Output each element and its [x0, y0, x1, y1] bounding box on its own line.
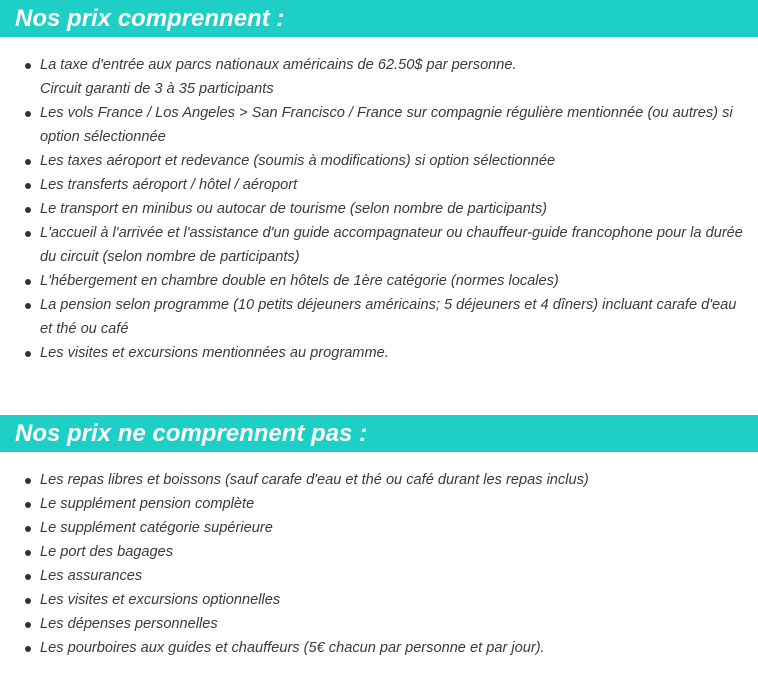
list-item — [0, 341, 758, 365]
bullet-icon — [25, 502, 31, 508]
list-item-text: Le transport en minibus ou autocar de tourisme (selon nombre de participants) — [40, 201, 547, 217]
bullet-icon — [25, 622, 31, 628]
list-item-text: Les visites et excursions optionnelles — [40, 592, 281, 608]
list-item — [0, 588, 758, 612]
list-item-text: Les repas libres et boissons (sauf carafe d'eau et thé ou café durant les repas inclus) — [40, 472, 589, 488]
excluded-section-title: Nos prix ne comprennent pas : — [0, 415, 758, 452]
bullet-icon — [25, 303, 31, 309]
list-item — [0, 173, 758, 197]
list-item-text: Les dépenses personnelles — [40, 616, 218, 632]
list-item — [0, 612, 758, 636]
list-item — [0, 197, 758, 221]
bullet-icon — [25, 574, 31, 580]
list-item — [0, 468, 758, 492]
bullet-icon — [25, 478, 31, 484]
bullet-icon — [25, 111, 31, 117]
list-item — [0, 516, 758, 540]
list-item-subtext: Circuit garanti de 3 à 35 participants — [40, 81, 274, 97]
bullet-icon — [25, 183, 31, 189]
list-item-text: La pension selon programme (10 petits déjeuners américains; 5 déjeuners et 4 dîners) incluant carafe d'eau et thé ou café — [40, 297, 737, 337]
bullet-icon — [25, 550, 31, 556]
bullet-icon — [25, 207, 31, 213]
list-item — [0, 564, 758, 588]
list-item-text: Le supplément pension complète — [40, 496, 255, 512]
included-list — [0, 53, 758, 365]
bullet-icon — [25, 526, 31, 532]
list-item-text: Les assurances — [40, 568, 143, 584]
bullet-icon — [25, 279, 31, 285]
included-section-title: Nos prix comprennent : — [0, 0, 758, 37]
excluded-list — [0, 468, 758, 660]
list-item-text: Le supplément catégorie supérieure — [40, 520, 273, 536]
list-item-text: L'accueil à l'arrivée et l'assistance d'un guide accompagnateur ou chauffeur-guide francophone pour la durée du circuit (selon nombre de participants) — [40, 225, 743, 265]
list-item — [0, 101, 758, 149]
bullet-icon — [25, 598, 31, 604]
list-item-text: Les visites et excursions mentionnées au programme. — [40, 345, 389, 361]
list-item-text: Les transferts aéroport / hôtel / aéroport — [40, 177, 298, 193]
list-item-text: Les pourboires aux guides et chauffeurs (5€ chacun par personne et par jour). — [40, 640, 545, 656]
list-item — [0, 492, 758, 516]
list-item — [0, 53, 758, 101]
bullet-icon — [25, 159, 31, 165]
list-item — [0, 540, 758, 564]
list-item — [0, 293, 758, 341]
bullet-icon — [25, 231, 31, 237]
bullet-icon — [25, 646, 31, 652]
list-item — [0, 269, 758, 293]
list-item-text: Les taxes aéroport et redevance (soumis à modifications) si option sélectionnée — [40, 153, 556, 169]
list-item-text: Le port des bagages — [40, 544, 174, 560]
list-item — [0, 221, 758, 269]
bullet-icon — [25, 63, 31, 69]
list-item — [0, 636, 758, 660]
list-item-text: Les vols France / Los Angeles > San Francisco / France sur compagnie régulière mentionnée (ou autres) si option sélectionnée — [40, 105, 733, 145]
list-item-text: L'hébergement en chambre double en hôtels de 1ère catégorie (normes locales) — [40, 273, 559, 289]
list-item — [0, 149, 758, 173]
list-item-text: La taxe d'entrée aux parcs nationaux américains de 62.50$ par personne. — [40, 57, 517, 73]
bullet-icon — [25, 351, 31, 357]
